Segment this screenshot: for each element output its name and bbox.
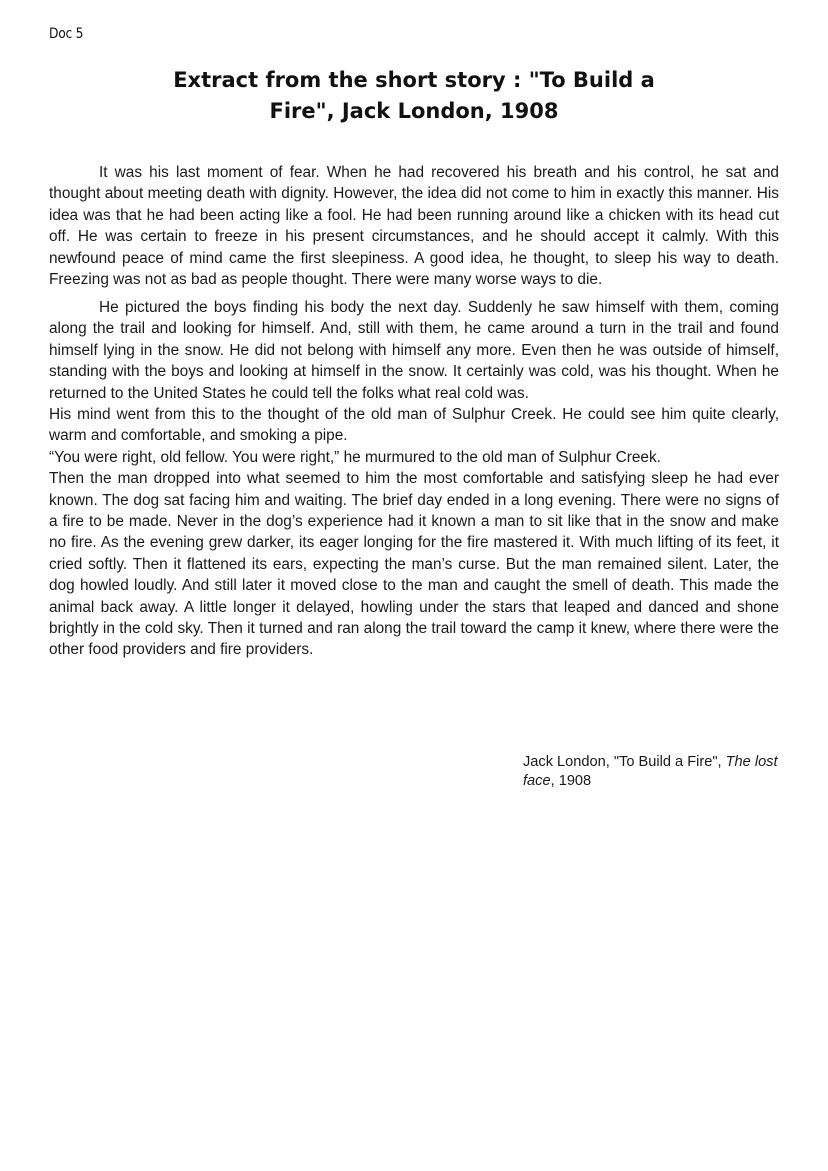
story-extract (49, 162, 779, 661)
title-line-2: Fire", Jack London, 1908 (269, 99, 559, 123)
paragraph-2: He pictured the boys finding his body the next day. Suddenly he saw himself with them, coming along the trail and looking for himself. And, still with them, he came around a turn in the trail and found himself lying in the snow. He did not belong with himself any more. Even then he was outside of himself, standing with the boys and looking at himself in the snow. It certainly was cold, was his thought. When he returned to the United States he could tell the folks what real cold was. (49, 298, 779, 402)
citation-book-title: The lost face (523, 754, 778, 789)
source-citation (523, 753, 778, 791)
paragraph-5: Then the man dropped into what seemed to him the most comfortable and satisfying sleep he had ever known. The dog sat facing him and waiting. The brief day ended in a long evening. There were no signs of a fire to be made. Never in the dog’s experience had it known a man to sit like that in the snow and make no fire. As the evening grew darker, its eager longing for the fire mastered it. With much lifting of its feet, it cried softly. Then it flattened its ears, expecting the man’s curse. But the man remained silent. Later, the dog howled loudly. And still later it moved close to the man and caught the smell of death. This made the animal back away. A little longer it delayed, howling under the stars that leaped and danced and shone brightly in the cold sky. Then it turned and ran along the trail toward the camp it knew, where there were the other food providers and fire providers. (49, 470, 779, 659)
citation-prefix: Jack London, "To Build a Fire", (523, 754, 726, 770)
document-title (49, 65, 779, 127)
paragraph-4: “You were right, old fellow. You were right,” he murmured to the old man of Sulphur Creek. (49, 448, 661, 466)
doc-label: Doc 5 (49, 26, 84, 42)
paragraph-1: It was his last moment of fear. When he had recovered his breath and his control, he sat and thought about meeting death with dignity. However, the idea did not come to him in exactly this manner. His idea was that he had been acting like a fool. He had been running around like a chicken with its head cut off. He was certain to freeze in his present circumstances, and he should accept it calmly. With this newfound peace of mind came the first sleepiness. A good idea, he thought, to sleep his way to death. Freezing was not as bad as people thought. There were many worse ways to die. (49, 164, 779, 289)
paragraph-3: His mind went from this to the thought of the old man of Sulphur Creek. He could see him quite clearly, warm and comfortable, and smoking a pipe. (49, 405, 779, 445)
citation-suffix: , 1908 (550, 773, 592, 789)
title-line-1: Extract from the short story : "To Build a (173, 68, 655, 92)
